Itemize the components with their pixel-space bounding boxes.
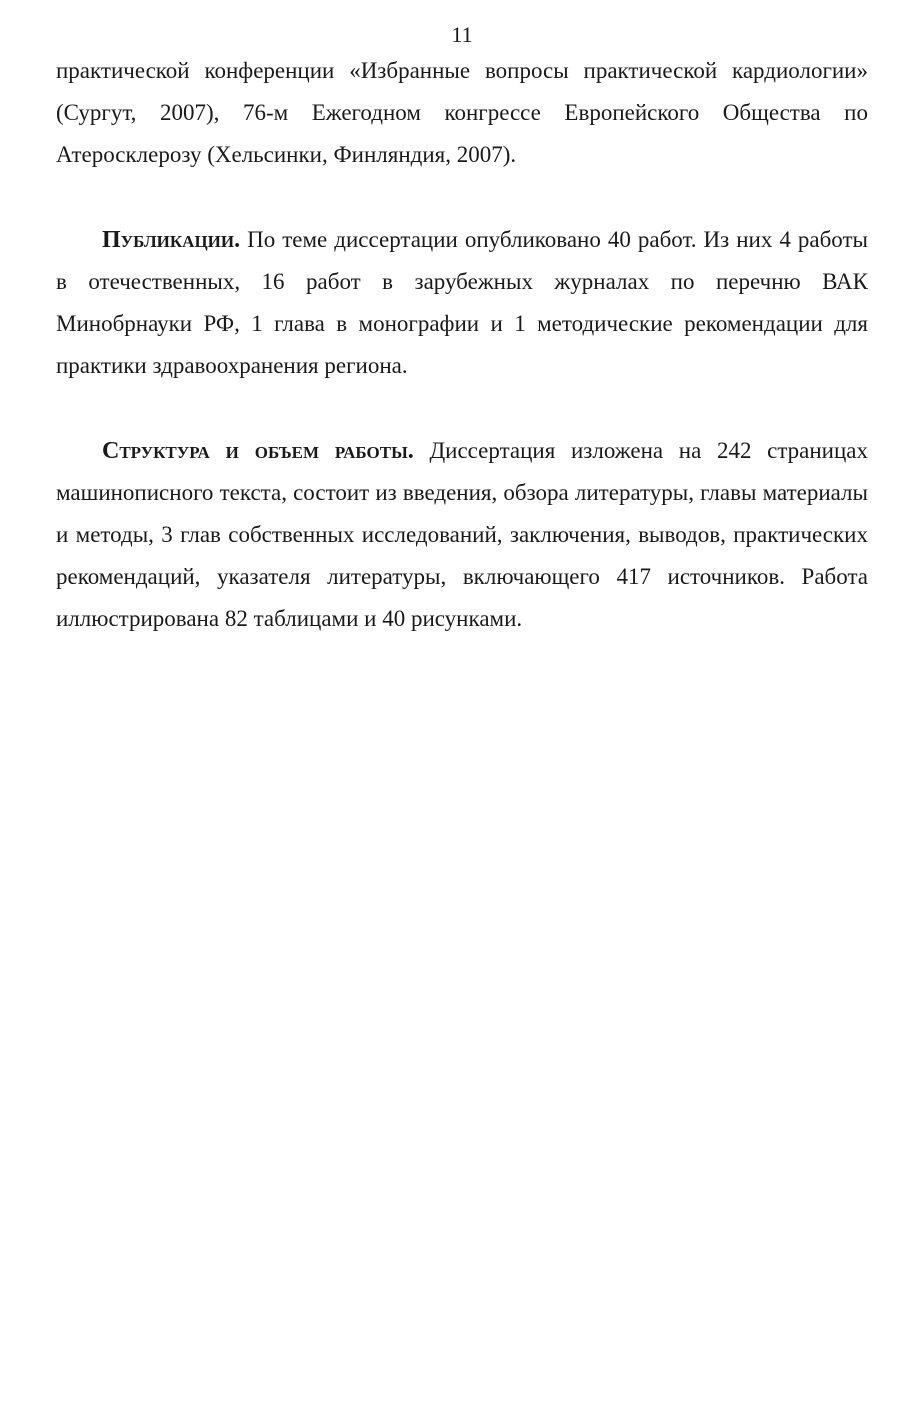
publications-paragraph bbox=[56, 219, 868, 387]
page-number: 11 bbox=[451, 22, 473, 47]
structure-heading: Структура и объем работы. bbox=[102, 438, 414, 464]
publications-text: По теме диссертации опубликовано 40 работ. Из них 4 работы в отечественных, 16 работ в зарубежных журналах по перечню ВАК Минобрнауки РФ, 1 глава в монографии и 1 методические рекомендации для практики здравоохранения региона. bbox=[56, 227, 868, 378]
continuation-paragraph: практической конференции «Избранные вопросы практической кардиологии» (Сургут, 2007), 76-м Ежегодном конгрессе Европейского Общества по Атеросклерозу (Хельсинки, Финляндия, 2007). bbox=[56, 58, 868, 167]
structure-text: Диссертация изложена на 242 страницах машинописного текста, состоит из введения, обзора литературы, главы материалы и методы, 3 глав собственных исследований, заключения, выводов, практических рекомендаций, указателя литературы, включающего 417 источников. Работа иллюстрирована 82 таблицами и 40 рисунками. bbox=[56, 438, 868, 631]
publications-heading: Публикации. bbox=[102, 227, 241, 253]
document-body bbox=[56, 50, 868, 640]
structure-paragraph bbox=[56, 430, 868, 640]
paragraph-spacer bbox=[56, 176, 868, 219]
paragraph-spacer bbox=[56, 387, 868, 430]
